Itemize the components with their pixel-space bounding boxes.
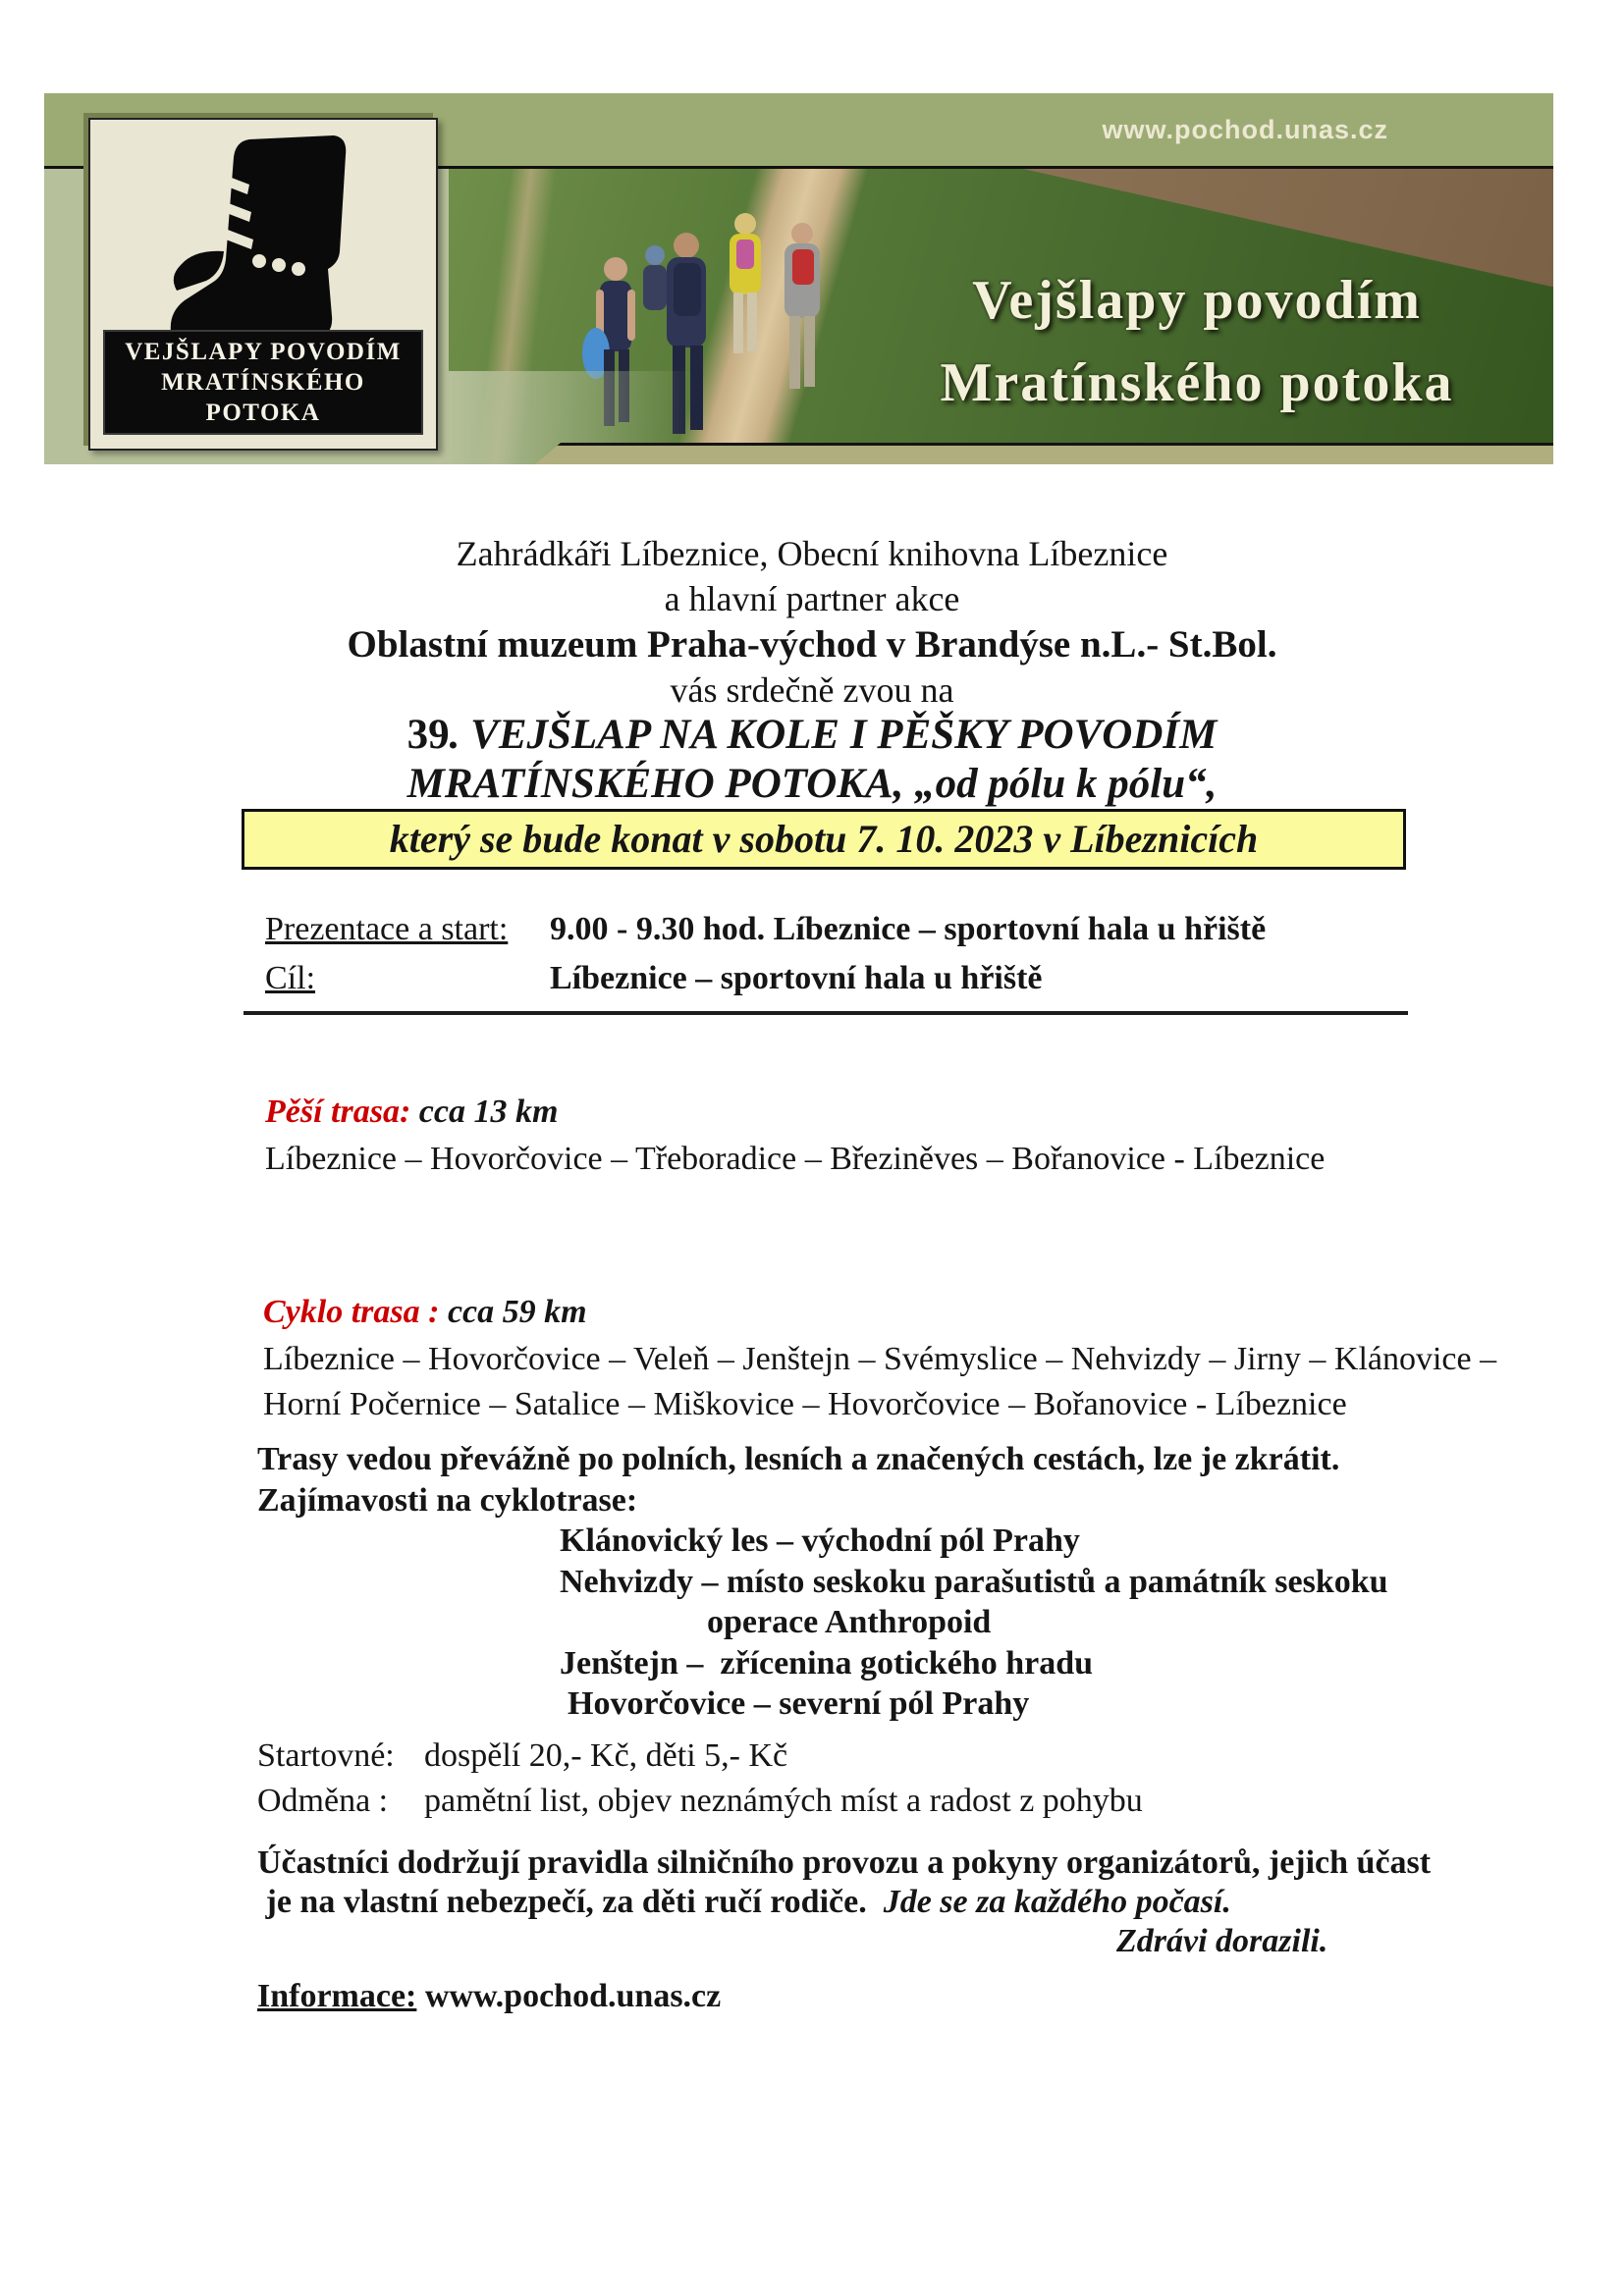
presentation-value: 9.00 - 9.30 hod. Líbeznice – sportovní hala u hřiště — [550, 911, 1267, 947]
rules-weather-note: Jde se za každého počasí. — [883, 1884, 1231, 1920]
logo-caption-line1: VEJŠLAPY POVODÍM — [125, 339, 402, 365]
fees-block — [257, 1734, 1143, 1824]
note-item: operace Anthropoid — [707, 1604, 992, 1640]
finish-label: Cíl: — [265, 960, 316, 996]
fee-row — [257, 1734, 1143, 1779]
info-label: Informace: — [257, 1978, 417, 2014]
info-value: www.pochod.unas.cz — [416, 1978, 722, 2014]
event-title-line2: MRATÍNSKÉHO POTOKA, „od pólu k pólu“, — [406, 761, 1218, 807]
presentation-label: Prezentace a start: — [265, 911, 509, 947]
notes-line1: Trasy vedou převážně po polních, lesních a značených cestách, lze je zkrátit. — [257, 1441, 1340, 1477]
closing-line: Zdrávi dorazili. — [1116, 1923, 1328, 1959]
bike-route-block — [263, 1288, 1520, 1427]
event-date-banner: který se bude konat v sobotu 7. 10. 2023 v Líbeznicích — [242, 809, 1406, 870]
notes-line2: Zajímavosti na cyklotrase: — [257, 1481, 638, 1519]
flyer-header — [44, 93, 1553, 464]
event-number: 39 — [406, 712, 450, 758]
walk-route-heading — [265, 1088, 1522, 1137]
walk-route-path: Líbeznice – Hovorčovice – Třeboradice – Březiněves – Bořanovice - Líbeznice — [265, 1141, 1326, 1177]
walk-route-name: Pěší trasa: — [265, 1094, 411, 1130]
partner-name: Oblastní muzeum Praha-východ v Brandýse n.L.- St.Bol. — [347, 623, 1277, 666]
note-item: Nehvizdy – místo seskoku parašutistů a památník seskoku — [560, 1563, 1388, 1600]
finish-value: Líbeznice – sportovní hala u hřiště — [550, 960, 1043, 996]
rules-line2-text: je na vlastní nebezpečí, za děti ručí rodiče. — [257, 1884, 884, 1920]
bike-route-distance: cca 59 km — [439, 1294, 587, 1330]
logo-caption — [103, 330, 423, 435]
notes-block — [257, 1439, 1543, 1725]
intro-block — [223, 530, 1401, 809]
info-line — [257, 1977, 1553, 2016]
rules-line2 — [257, 1883, 1553, 1922]
presentation-block — [265, 905, 1266, 1003]
presentation-row — [265, 954, 1266, 1003]
logo-caption-line2: MRATÍNSKÉHO POTOKA — [161, 369, 365, 426]
banner-title — [868, 259, 1526, 424]
note-item: Hovorčovice – severní pól Prahy — [568, 1685, 1030, 1722]
reward-value: pamětní list, objev neznámých míst a radost z pohybu — [424, 1783, 1143, 1819]
footer-block — [257, 1843, 1553, 2016]
bike-route-path: Líbeznice – Hovorčovice – Veleň – Jenštejn – Svémyslice – Nehvizdy – Jirny – Klánovice – Horní Počernice – Satalice – Miškovice – Hovorčovice – Bořanovice - Líbeznice — [263, 1341, 1505, 1422]
rules-line1: Účastníci dodržují pravidla silničního provozu a pokyny organizátorů, jejich účast — [257, 1844, 1432, 1881]
fee-row — [257, 1779, 1143, 1824]
walk-route-block — [265, 1088, 1522, 1182]
bottom-khaki-strip — [535, 443, 1553, 464]
presentation-row — [265, 905, 1266, 954]
note-item: Jenštejn – zřícenina gotického hradu — [560, 1644, 1094, 1682]
site-url-text: www.pochod.unas.cz — [1102, 115, 1388, 144]
organizers-line: Zahrádkáři Líbeznice, Obecní knihovna Líbeznice — [456, 534, 1168, 573]
partner-intro-line: a hlavní partner akce — [664, 579, 960, 618]
bike-route-name: Cyklo trasa : — [263, 1294, 440, 1330]
event-title-line1 — [223, 711, 1401, 760]
invite-line: vás srdečně zvou na — [670, 670, 954, 710]
bike-route-heading — [263, 1288, 1520, 1337]
hikers-photo — [449, 169, 1553, 464]
banner-title-line1: Vejšlapy povodím — [972, 270, 1422, 331]
walk-route-distance: cca 13 km — [410, 1094, 559, 1130]
event-title-line1-text: . VEJŠLAP NA KOLE I PĚŠKY POVODÍM — [449, 712, 1218, 758]
fee-value: dospělí 20,- Kč, děti 5,- Kč — [424, 1737, 788, 1774]
club-logo — [88, 118, 438, 451]
banner-title-line2: Mratínského potoka — [940, 352, 1454, 413]
reward-label: Odměna : — [257, 1783, 389, 1819]
fee-label: Startovné: — [257, 1737, 395, 1774]
divider-rule — [244, 1011, 1408, 1015]
note-item: Klánovický les – východní pól Prahy — [560, 1522, 1080, 1559]
